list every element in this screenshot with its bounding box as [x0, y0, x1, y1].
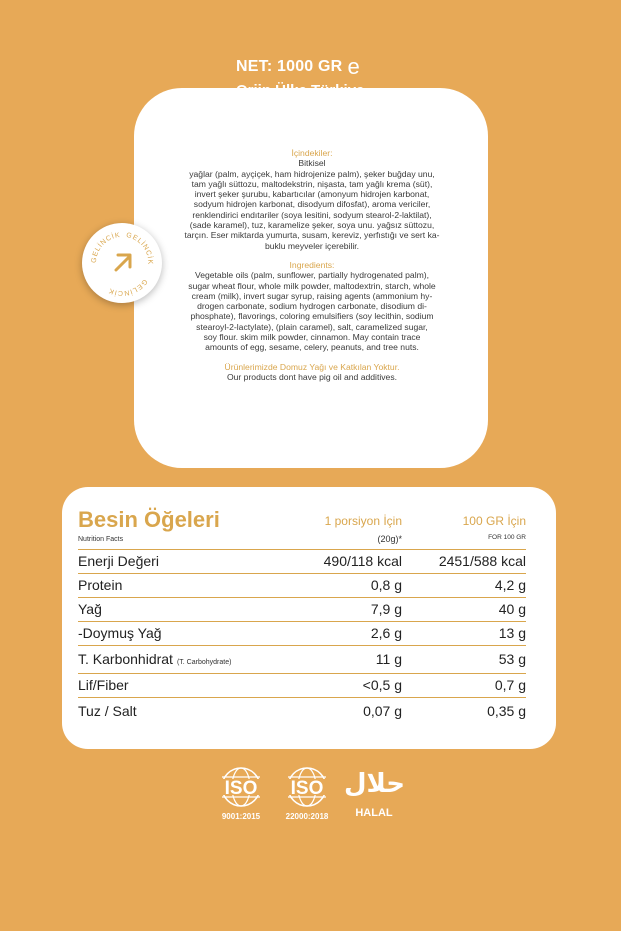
- ingredients-en-line: soy flour. skim milk powder, cinnamon. May contain trace: [203, 332, 421, 343]
- halal-icon: حلال: [344, 769, 406, 799]
- gelincik-badge: [82, 223, 162, 303]
- per-100g-value: 0,35 g: [487, 703, 526, 719]
- nutrient-label-text: T. Karbonhidrat: [78, 651, 173, 667]
- nutrition-table: [78, 549, 526, 725]
- ingredients-en-line: amounts of egg, sesame, celery, peanuts, and tree nuts.: [205, 342, 419, 353]
- per-100g-value: 13 g: [498, 625, 526, 641]
- ingredients-en-line: cream (milk), invert sugar syrup, raising agents (ammonium hy-: [191, 290, 433, 301]
- ingredients-tr-line: buklu meyveler içerebilir.: [264, 240, 360, 251]
- table-row: [78, 621, 526, 645]
- net-weight: [236, 54, 364, 79]
- table-row: [78, 573, 526, 597]
- per-100g-header: 100 GR İçin: [462, 514, 526, 528]
- table-row: [78, 645, 526, 673]
- ingredients-en-title: Ingredients:: [289, 259, 335, 270]
- badge-text-bottom: GELİNCİK: [107, 277, 149, 297]
- nutrient-label: Tuz / Salt: [78, 703, 137, 719]
- per-portion-value: 0,07 g: [363, 703, 402, 719]
- per-100g-value: 53 g: [498, 651, 526, 667]
- nutrition-title: Besin Öğeleri: [78, 507, 220, 532]
- notice-tr: Ürünlerimizde Domuz Yağı ve Katkılan Yoktur.: [224, 361, 400, 372]
- cert-code: HALAL: [355, 807, 393, 819]
- ingredients-tr-line: yağlar (palm, ayçiçek, ham hidrojenize palm), şeker buğday unu,: [189, 168, 435, 179]
- per-100g-value: 4,2 g: [494, 577, 526, 593]
- per-portion-value: 2,6 g: [370, 625, 402, 641]
- ingredients-en-line: drogen carbonate, sodium hydrogen carbonate, disodium di-: [197, 301, 427, 312]
- ingredients-tr-line: (sade karamel), tuz, karamelize şeker, soya unu. yağsız süttozu,: [189, 220, 435, 231]
- ingredients-tr-line: Bitkisel: [298, 158, 326, 169]
- ingredients-tr-line: sodyum hidrojen karbonat, disodyum difosfat), aroma vericiler,: [193, 199, 431, 210]
- table-row: [78, 597, 526, 621]
- cert-name: ISO: [290, 778, 324, 799]
- ingredients-tr-line: renklendirici endıtariler (soya lesitini, sodyum stearol-2-laktilat),: [192, 209, 432, 220]
- per-portion-value: <0,5 g: [362, 677, 402, 693]
- arrow-up-right-icon: [116, 255, 130, 270]
- certifications: [210, 763, 410, 823]
- badge-text-right: GELİNCİK: [125, 231, 154, 266]
- per-portion-subheader: (20g)*: [377, 534, 402, 544]
- ingredients-en-line: stearoyl-2-lactylate), (plain caramel), salt, caramelized sugar,: [196, 321, 428, 332]
- table-row: [78, 673, 526, 697]
- per-100g-value: 0,7 g: [494, 677, 526, 693]
- brand-e-icon: e: [347, 54, 360, 79]
- per-portion-header: 1 porsiyon İçin: [324, 514, 402, 528]
- iso-globe-icon: [276, 763, 338, 811]
- per-portion-value: 0,8 g: [370, 577, 402, 593]
- nutrient-label-note: (T. Carbohydrate): [176, 659, 232, 666]
- cert-code: 22000:2018: [285, 812, 329, 821]
- cert-name: ISO: [224, 778, 258, 799]
- iso-globe-icon: [210, 763, 272, 811]
- nutrient-label: Lif/Fiber: [78, 677, 129, 693]
- ingredients-tr-line: invert şeker şurubu, kabartıcılar (amonyum hidrojen karbonat,: [194, 189, 430, 200]
- nutrient-label: Enerji Değeri: [78, 553, 159, 569]
- ingredients-en-line: sugar wheat flour, whole milk powder, maltodextrin, starch, whole: [188, 280, 436, 291]
- ingredients-en-line: phosphate), flavorings, coloring emulsifiers (soy lecithin, sodium: [190, 311, 434, 322]
- nutrition-facts-card: [62, 487, 556, 749]
- per-portion-value: 11 g: [375, 651, 402, 667]
- badge-text-top: GELİNCİK: [90, 231, 121, 264]
- nutrient-label: [78, 651, 231, 667]
- ingredients-tr-line: tarçın. Eser miktarda yumurta, susam, kereviz, yerfıstığı ve sert ka-: [184, 230, 440, 241]
- net-weight-label: NET: 1000 GR: [236, 58, 343, 75]
- nutrient-label: Yağ: [78, 601, 102, 617]
- ingredients-text: [176, 148, 448, 382]
- nutrient-label: Protein: [78, 577, 123, 593]
- cert-code: 9001:2015: [221, 812, 261, 821]
- table-row: [78, 549, 526, 573]
- gelincik-badge-graphic: [82, 223, 162, 303]
- notice-en: Our products dont have pig oil and additives.: [226, 371, 398, 382]
- per-portion-value: 490/118 kcal: [323, 553, 402, 569]
- per-100g-value: 2451/588 kcal: [438, 553, 526, 569]
- ingredients-tr-title: İçindekiler:: [291, 148, 333, 158]
- per-portion-value: 7,9 g: [370, 601, 402, 617]
- per-100g-value: 40 g: [498, 601, 526, 617]
- ingredients-en-line: Vegetable oils (palm, sunflower, partially hydrogenated palm),: [194, 270, 430, 281]
- per-100g-subheader: FOR 100 GR: [488, 534, 526, 541]
- nutrition-subtitle: Nutrition Facts: [78, 536, 124, 543]
- table-row: [78, 697, 526, 725]
- ingredients-tr-line: tam yağlı süttozu, maltodekstrin, nişasta, tam yağlı krema (süt),: [191, 178, 433, 189]
- nutrient-label: -Doymuş Yağ: [78, 625, 162, 641]
